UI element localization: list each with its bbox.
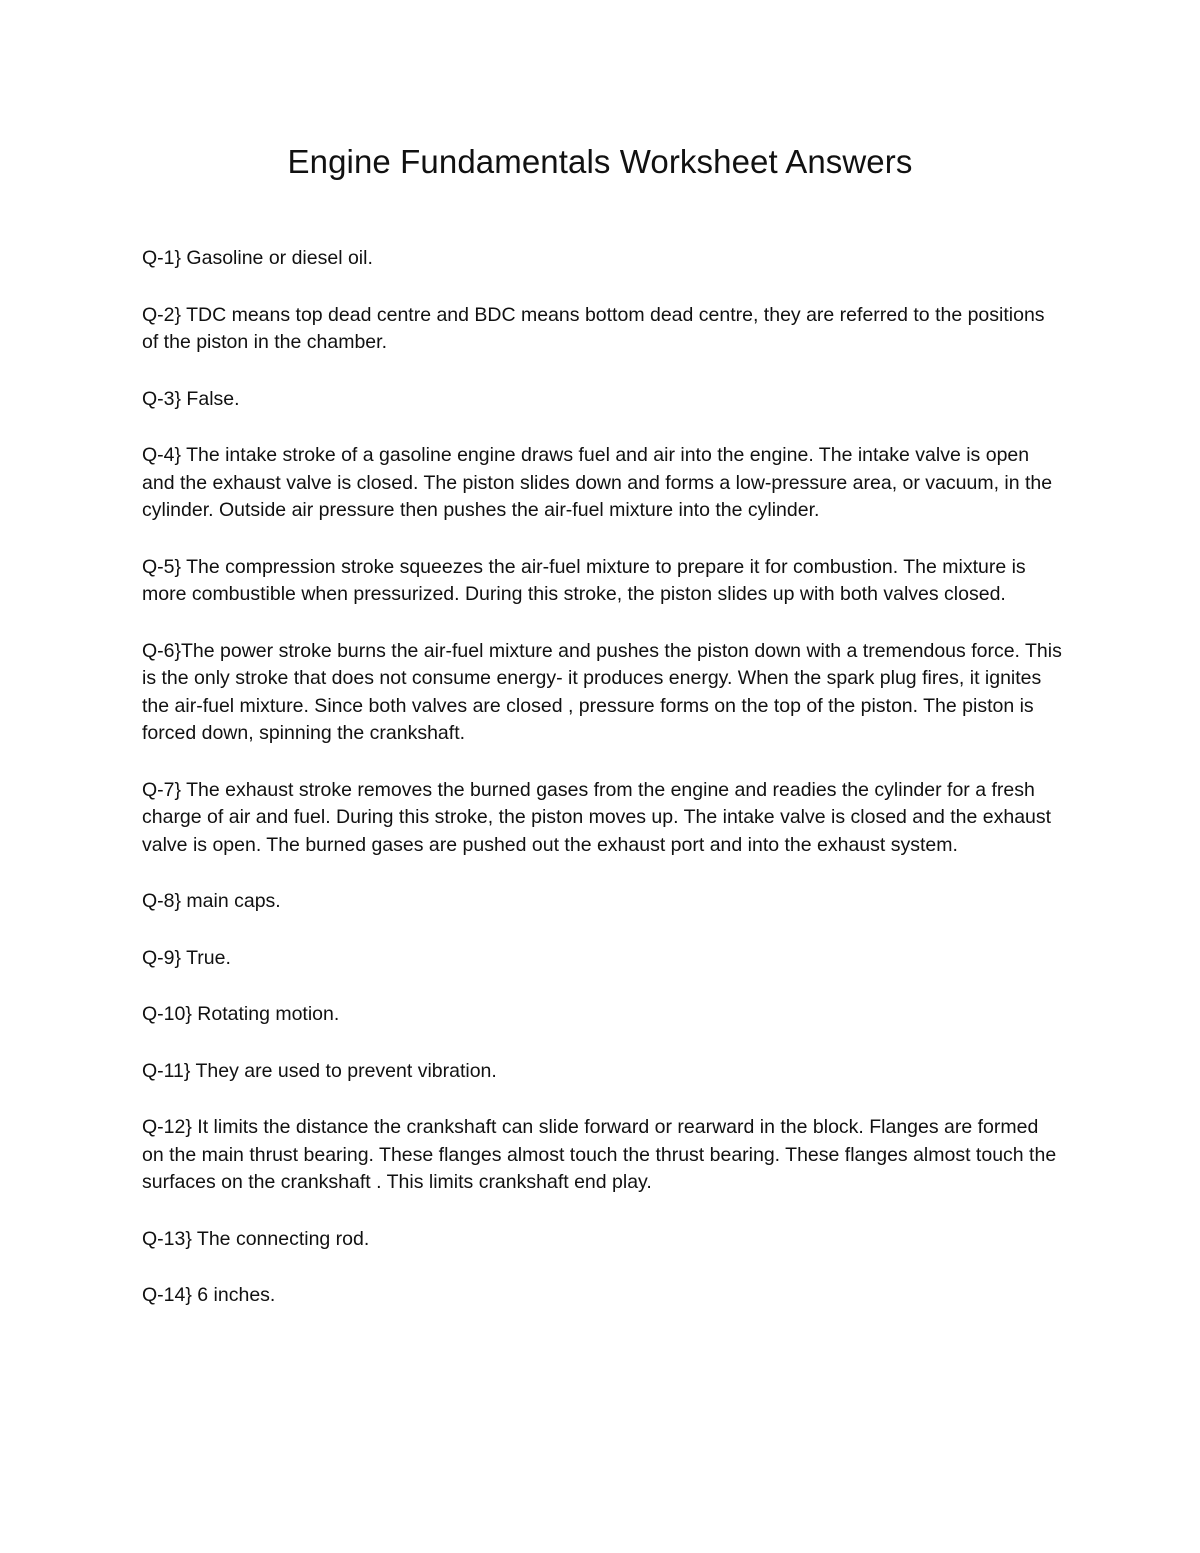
answer-q4: Q-4} The intake stroke of a gasoline engine draws fuel and air into the engine. The intake valve is open and the exhaust valve is closed. The piston slides down and forms a low-pressure area, or vacuum, in the cylinder. Outside air pressure then pushes the air-fuel mixture into the cylinder. [142, 444, 1053, 521]
answer-q5: Q-5} The compression stroke squeezes the air-fuel mixture to prepare it for combustion. The mixture is more combustible when pressurized. During this stroke, the piston slides up with both valves closed. [142, 555, 1026, 605]
answer-q1: Q-1} Gasoline or diesel oil. [142, 247, 373, 269]
page-title: Engine Fundamentals Worksheet Answers [287, 143, 913, 180]
answer-q3: Q-3} False. [142, 387, 240, 410]
answer-q2: Q-2} TDC means top dead centre and BDC means bottom dead centre, they are referred to the positions of the piston in the chamber. [142, 303, 1045, 353]
answer-q9: Q-9} True. [142, 946, 231, 969]
answer-q6: Q-6}The power stroke burns the air-fuel mixture and pushes the piston down with a tremendous force. This is the only stroke that does not consume energy- it produces energy. When the spark plug fires, it ignites the air-fuel mixture. Since both valves are closed , pressure forms on the top of the piston. The piston is forced down, spinning the crankshaft. [142, 639, 1062, 744]
answer-q14: Q-14} 6 inches. [142, 1284, 276, 1306]
answer-q8: Q-8} main caps. [142, 890, 281, 912]
answer-q12: Q-12} It limits the distance the crankshaft can slide forward or rearward in the block. Flanges are formed on the main thrust bearing. These flanges almost touch the thrust bearing. These flanges almost touch the surfaces on the crankshaft . This limits crankshaft end play. [142, 1116, 1057, 1193]
answer-q13: Q-13} The connecting rod. [142, 1227, 370, 1250]
answer-q10: Q-10} Rotating motion. [142, 1003, 340, 1025]
answer-q7: Q-7} The exhaust stroke removes the burned gases from the engine and readies the cylinder for a fresh charge of air and fuel. During this stroke, the piston moves up. The intake valve is closed and the exhaust valve is open. The burned gases are pushed out the exhaust port and into the exhaust system. [142, 778, 1052, 856]
answer-q11: Q-11} They are used to prevent vibration. [142, 1059, 497, 1082]
answer-list [142, 245, 1062, 1339]
